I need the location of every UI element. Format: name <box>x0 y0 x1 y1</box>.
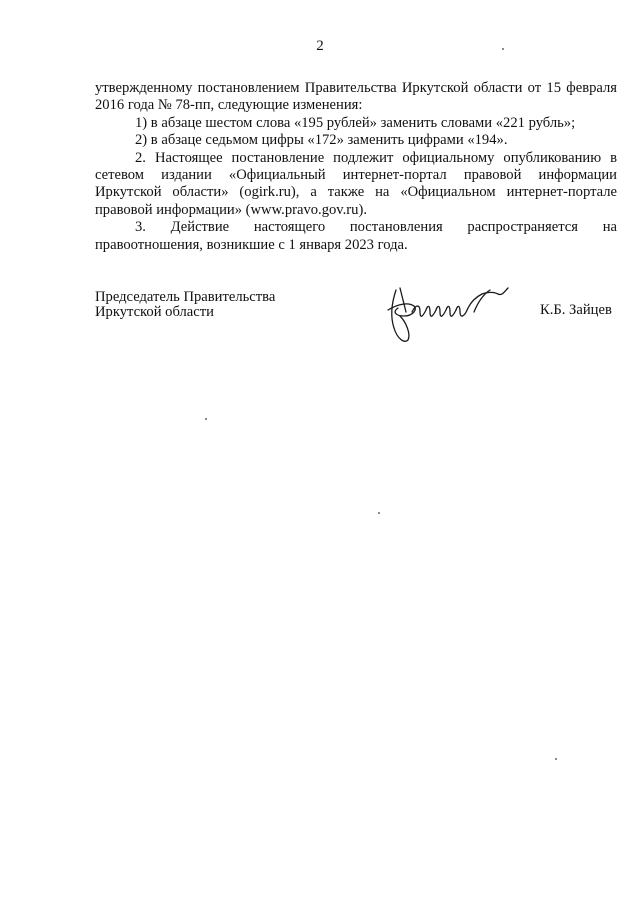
signer-title-line-2: Иркутской области <box>95 304 214 320</box>
scan-speck <box>502 48 504 50</box>
signer-title <box>95 290 275 320</box>
signer-title-line-1: Председатель Правительства <box>95 289 276 305</box>
handwritten-signature <box>378 282 528 352</box>
scan-speck <box>205 418 207 420</box>
document-body <box>95 80 617 254</box>
scan-speck <box>378 512 380 514</box>
scan-speck <box>555 758 557 760</box>
page-number: 2 <box>316 38 324 54</box>
publication-clause: 2. Настоящее постановление подлежит официальному опубликованию в сетевом издании «Официальный интернет-портал правовой информации Иркутской области» (ogirk.ru), а также на «Официальном интернет-портале правовой информации» (www.pravo.gov.ru). <box>95 149 617 218</box>
signature-block <box>95 290 620 370</box>
amendment-item-1: 1) в абзаце шестом слова «195 рублей» заменить словами «221 рубль»; <box>135 114 576 131</box>
paragraph-continuation: утвержденному постановлением Правительства Иркутской области от 15 февраля 2016 года № 78-пп, следующие изменения: <box>95 80 617 114</box>
amendment-item-2: 2) в абзаце седьмом цифры «172» заменить цифрами «194». <box>135 132 508 149</box>
signer-name: К.Б. Зайцев <box>540 302 612 318</box>
effective-date-clause: 3. Действие настоящего постановления распространяется на правоотношения, возникшие с 1 января 2023 года. <box>95 219 617 253</box>
